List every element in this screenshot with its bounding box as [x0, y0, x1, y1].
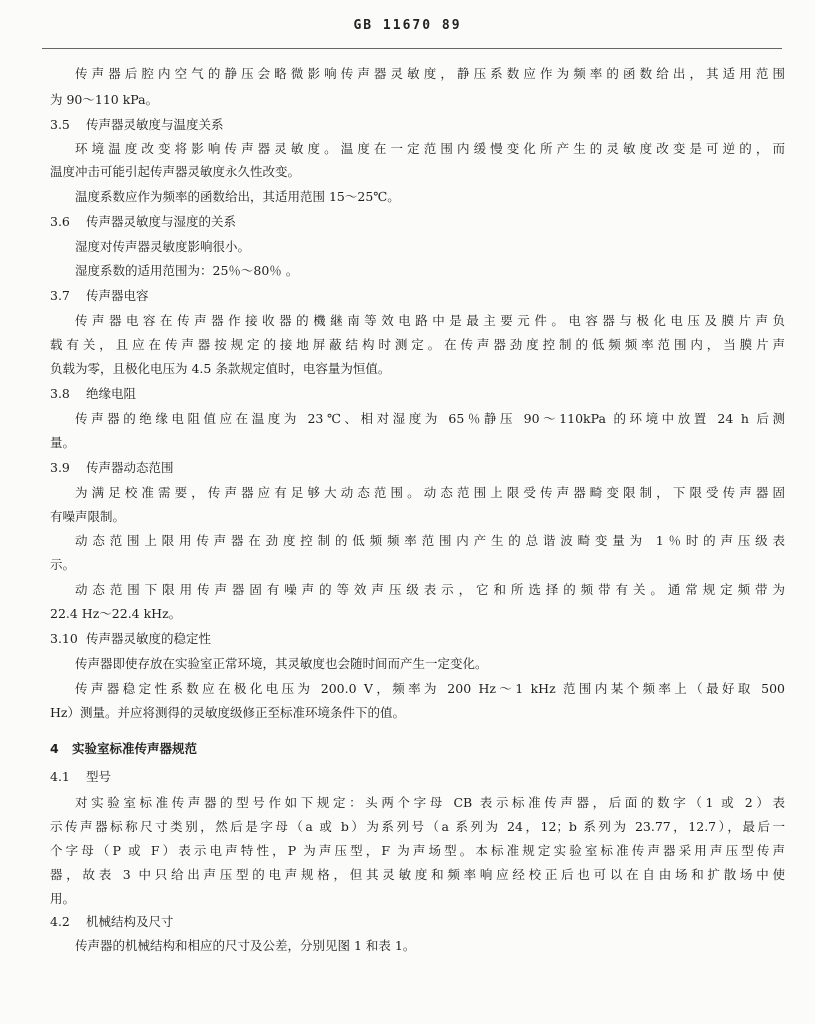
body-line: 示传声器标称尺寸类别，然后是字母（a 或 b）为系列号（a 系列为 24，12；b 系列为 23.77，12.7），最后一 [50, 819, 785, 834]
body-line: 载有关，且应在传声器按规定的接地屏蔽结构时测定。在传声器劲度控制的低频频率范围内，当膜片声 [50, 337, 785, 352]
body-line: 为满足校准需要，传声器应有足够大动态范围。动态范围上限受传声器畸变限制，下限受传声器固 [75, 485, 785, 500]
section-title: 型号 [86, 769, 112, 784]
section-title: 实验室标准传声器规范 [72, 741, 198, 756]
section-title: 传声器灵敏度的稳定性 [86, 631, 212, 646]
header-rule [42, 48, 782, 49]
section-heading-3-6 [50, 214, 760, 230]
section-heading-4-1 [50, 769, 760, 785]
body-line: 22.4 Hz～22.4 kHz。 [50, 606, 182, 621]
section-title: 传声器电容 [86, 288, 149, 303]
body-line: 用。 [50, 891, 76, 906]
section-title: 传声器动态范围 [86, 460, 174, 475]
body-line: 温度系数应作为频率的函数给出，其适用范围 15～25℃。 [75, 189, 400, 204]
body-line: 有噪声限制。 [50, 509, 126, 524]
section-number: 4.2 [50, 914, 70, 929]
body-line: 对实验室标准传声器的型号作如下规定：头两个字母 CB 表示标准传声器，后面的数字（1 或 2）表 [75, 795, 785, 810]
body-line: 示。 [50, 557, 76, 572]
section-heading-3-8 [50, 386, 760, 402]
body-line: 动态范围下限用传声器固有噪声的等效声压级表示，它和所选择的频带有关。通常规定频带为 [75, 582, 785, 597]
section-title: 机械结构及尺寸 [86, 914, 174, 929]
section-number: 4.1 [50, 769, 70, 784]
section-heading-3-9 [50, 460, 760, 476]
section-title: 绝缘电阻 [86, 386, 137, 401]
section-number: 3.10 [50, 631, 78, 646]
section-number: 3.9 [50, 460, 70, 475]
body-line: 湿度系数的适用范围为：25％～80％ 。 [75, 263, 299, 278]
section-number: 3.6 [50, 214, 70, 229]
body-line: 湿度对传声器灵敏度影响很小。 [75, 239, 251, 254]
body-line: 负载为零，且极化电压为 4.5 条款规定值时，电容量为恒值。 [50, 361, 391, 376]
section-number: 3.8 [50, 386, 70, 401]
body-line: 动态范围上限用传声器在劲度控制的低频频率范围内产生的总谐波畸变量为 1％时的声压级表 [75, 533, 785, 548]
section-title: 传声器灵敏度与湿度的关系 [86, 214, 237, 229]
body-line: Hz）测量。并应将测得的灵敏度级修正至标准环境条件下的值。 [50, 705, 405, 720]
body-line: 传声器后腔内空气的静压会略微影响传声器灵敏度，静压系数应作为频率的函数给出，其适用范围 [75, 66, 785, 81]
body-line: 传声器稳定性系数应在极化电压为 200.0 V，频率为 200 Hz～1 kHz 范围内某个频率上（最好取 500 [75, 681, 785, 696]
body-line: 为 90～110 kPa。 [50, 92, 159, 107]
section-number: 4 [50, 741, 59, 756]
section-heading-4-2 [50, 914, 760, 930]
body-line: 器，故表 3 中只给出声压型的电声规格，但其灵敏度和频率响应经校正后也可以在自由场和扩散场中使 [50, 867, 785, 882]
body-line: 传声器的机械结构和相应的尺寸及公差，分别见图 1 和表 1。 [75, 938, 416, 953]
standard-header: GB 11670 89 [353, 18, 462, 33]
chapter-heading-4 [50, 741, 760, 757]
section-number: 3.7 [50, 288, 70, 303]
section-heading-3-5 [50, 117, 760, 133]
body-line: 传声器即使存放在实验室正常环境，其灵敏度也会随时间而产生一定变化。 [75, 656, 488, 671]
body-line: 量。 [50, 435, 76, 450]
body-line: 传声器电容在传声器作接收器的機継南等效电路中是最主要元件。电容器与极化电压及膜片声负 [75, 313, 785, 328]
section-heading-3-7 [50, 288, 760, 304]
body-line: 温度冲击可能引起传声器灵敏度永久性改变。 [50, 164, 301, 179]
body-line: 个字母（P 或 F）表示电声特性，P 为声压型，F 为声场型。本标准规定实验室标准传声器采用声压型传声 [50, 843, 785, 858]
section-heading-3-10 [50, 631, 760, 647]
section-title: 传声器灵敏度与温度关系 [86, 117, 224, 132]
body-line: 传声器的绝缘电阻值应在温度为 23℃、相对湿度为 65％静压 90～110kPa 的环境中放置 24 h 后测 [75, 411, 785, 426]
body-line: 环境温度改变将影响传声器灵敏度。温度在一定范围内缓慢变化所产生的灵敏度改变是可逆的，而 [75, 141, 785, 156]
section-number: 3.5 [50, 117, 70, 132]
